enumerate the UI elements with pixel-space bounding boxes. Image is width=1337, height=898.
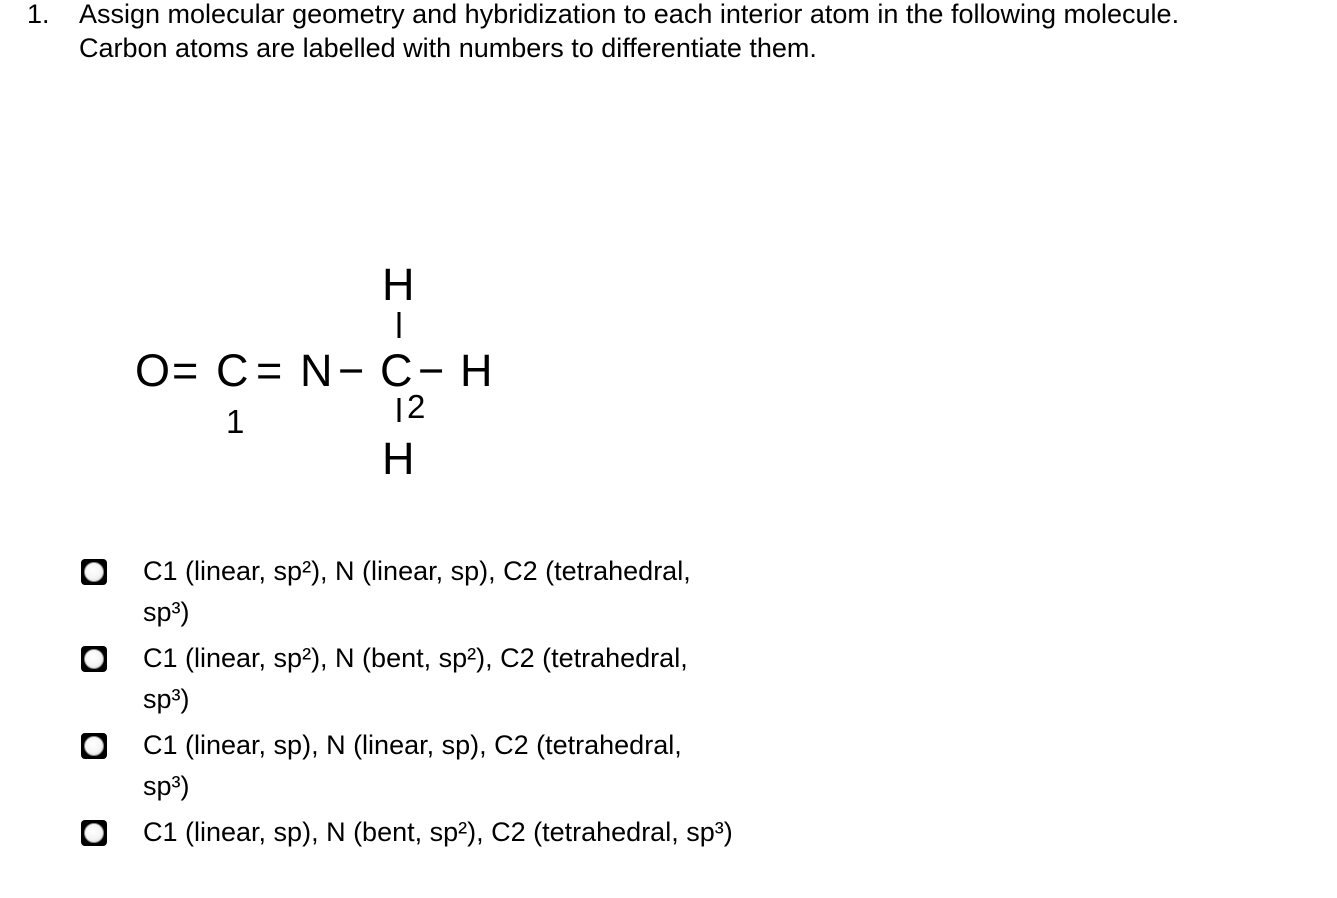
- answer-option-1[interactable]: [79, 550, 839, 637]
- bond-o-c1: =: [172, 345, 199, 396]
- answer-option-2-line-1: C1 (linear, sp²), N (bent, sp²), C2 (tetrahedral,: [143, 643, 688, 673]
- carbon-1-label: 1: [226, 403, 245, 440]
- answer-option-4-line-1: C1 (linear, sp), N (bent, sp²), C2 (tetrahedral, sp³): [143, 817, 733, 847]
- question-text: [79, 0, 1329, 65]
- atom-carbon-1: C: [216, 345, 249, 396]
- carbon-2-label: 2: [407, 388, 426, 425]
- answer-option-3[interactable]: [79, 724, 839, 811]
- question-text-line-2: Carbon atoms are labelled with numbers to differentiate them.: [79, 33, 817, 63]
- radio-button-option-4[interactable]: [81, 820, 107, 846]
- answer-option-2-line-2: sp³): [143, 684, 190, 714]
- answer-option-3-line-1: C1 (linear, sp), N (linear, sp), C2 (tetrahedral,: [143, 730, 682, 760]
- question-number: 1.: [27, 0, 50, 29]
- radio-button-option-3[interactable]: [81, 733, 107, 759]
- atom-hydrogen-top: H: [382, 259, 415, 310]
- atom-hydrogen-bottom: H: [382, 433, 415, 484]
- bond-n-c2: −: [338, 345, 365, 396]
- answer-options: [79, 550, 839, 898]
- answer-option-1-line-2: sp³): [143, 597, 190, 627]
- answer-option-4[interactable]: [79, 811, 839, 898]
- answer-option-2[interactable]: [79, 637, 839, 724]
- answer-option-1-line-1: C1 (linear, sp²), N (linear, sp), C2 (tetrahedral,: [143, 556, 691, 586]
- atom-hydrogen-right: H: [460, 345, 493, 396]
- atom-nitrogen: N: [300, 345, 333, 396]
- answer-option-label-2[interactable]: [143, 638, 803, 720]
- atom-oxygen: O: [135, 345, 171, 396]
- radio-button-option-1[interactable]: [81, 559, 107, 585]
- molecule-structure: [120, 250, 520, 490]
- bond-c1-n: =: [256, 345, 283, 396]
- answer-option-label-4[interactable]: [143, 812, 863, 853]
- answer-option-label-3[interactable]: [143, 725, 803, 807]
- bond-c2-h-right: −: [418, 345, 445, 396]
- atom-carbon-2: C: [380, 345, 413, 396]
- question-text-line-1: Assign molecular geometry and hybridization to each interior atom in the following molecule.: [79, 0, 1180, 29]
- radio-button-option-2[interactable]: [81, 646, 107, 672]
- answer-option-3-line-2: sp³): [143, 771, 190, 801]
- answer-option-label-1[interactable]: [143, 551, 803, 633]
